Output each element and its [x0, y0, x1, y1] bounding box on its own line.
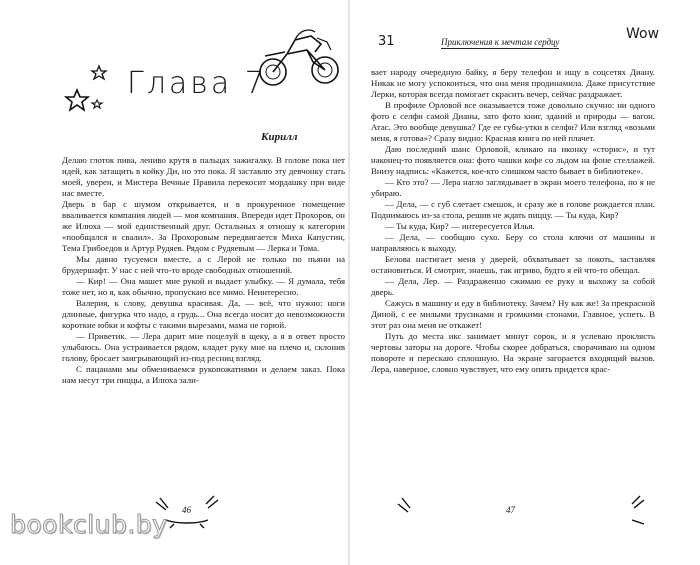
motorcycle-doodle-icon	[255, 22, 345, 92]
paragraph: Даю последний шанс Орловой, кликаю на иконку «сторис», и тут наконец-то появляется она: фото чашки кофе со льдом на фоне стеллажей. Внизу надпись: «Кажется, кое-кто слишком часто бывает в библиотеке».	[371, 144, 655, 176]
paragraph: Делаю глоток пива, лениво крутя в пальцах зажигалку. В голове пока нет идей, как затащить в койку Ди, но это пока. Я заставлю эту девчонку стать моей, уверен, и Мистера Вечные Правила перекосит мордашку при виде нас вместе.	[62, 155, 345, 198]
paragraph: — Кто это? — Лера нагло заглядывает в экран моего телефона, но я не убираю.	[371, 177, 655, 198]
flourish-doodle-icon	[396, 494, 656, 530]
paragraph: Сажусь в машину и еду в библиотеку. Зачем? Ну как же! За прекрасной Диной, с ее милыми трусиками и громкими стонами. Главное, успеть. В этот раз она меня не откажет!	[371, 298, 655, 330]
paragraph: Дверь в бар с шумом открывается, и в прокуренное помещение вваливается компания людей — моя компания. Впереди идет Прохоров, он же Илюха — мой единственный друг. Остальных я отношу к категории «пообщался и свалил». За Прохоровым передвигается Миха Капустин, Тема Грибоедов и Артур Рудяев. Рядом с Рудяевым — Лерка и Тома.	[62, 199, 345, 253]
paragraph: — Кир! — Она машет мне рукой и выдает улыбку. — Я думала, тебя тоже нет, но я, как обычно, пропускаю все мимо. Неинтересно.	[62, 276, 345, 297]
header-doodle-right: Wow	[626, 26, 660, 42]
paragraph: В профиле Орловой все оказывается тоже довольно скучно: ни одного фото с селфи самой Дианы, зато фото книг, зданий и природы — вагон. Атас. Это вообще девушка? Где ее губы-утки в селфи? Или взгляд «возьми меня, я готова»? Сразу видно: Красная книга по ней плачет.	[371, 100, 655, 143]
chapter-title: Глава 7	[127, 66, 267, 101]
paragraph: С пацанами мы обмениваемся рукопожатиями и делаем заказ. Пока нам несут три пиццы, а Илюха зали-	[62, 364, 345, 385]
paragraph: Путь до места икс занимает минут сорок, и я успеваю проклясть чертовы заторы на дороге. Чтобы скорее добраться, сворачиваю на одном повороте и перескаю сплошную. На экране загорается входящий вызов. Лера, наверное, словно чувствует, что ему опять придется крас-	[371, 331, 655, 374]
page-number: 47	[506, 505, 515, 515]
pov-name: Кирилл	[261, 131, 298, 143]
right-body-text	[371, 67, 655, 375]
paragraph: — Дела, — сообщаю сухо. Беру со стола ключи от машины и направляюсь к выходу.	[371, 232, 655, 253]
page-number: 46	[182, 505, 191, 515]
paragraph: Валерия, к слову, девушка красивая. Да, — всё, что нужно: ноги длинные, фигурка что надо, а грудь... Она всегда носит до невозможности короткие юбки и кофты с такими вырезами, мама не горюй.	[62, 298, 345, 330]
running-header: Приключения к мечтам сердцу	[441, 37, 560, 47]
stars-doodle-icon	[63, 60, 113, 115]
paragraph: Мы давно тусуемся вместе, а с Лерой не только по пьяни на брудершафт. У нас с ней что-то вроде свободных отношений.	[62, 254, 345, 275]
paragraph: вает народу очередную байку, я беру телефон и ищу в соцсетях Диану. Никак не могу успокоиться, что она меня продинамила. Даже присутствие Лерки, которая всегда помогает скрасить вечер, сейчас раздражает.	[371, 67, 655, 99]
paragraph: — Ты куда, Кир? — интересуется Илья.	[385, 221, 535, 231]
paragraph: — Приветик. — Лера дарит мне поцелуй в щеку, а я в ответ просто улыбаюсь. Она устраивается рядом, кладет руку мне на плечо и, склонив голову, бросает заигрывающий из-под ресниц взгляд.	[62, 331, 345, 363]
watermark: bookclub.by	[10, 510, 168, 539]
left-body-text	[62, 155, 345, 386]
paragraph: — Дела, — с губ слетает смешок, и сразу же в голове рождается план. Поднимаюсь из-за стола, решив не ждать пиццу. — Ты куда, Кир?	[371, 199, 655, 220]
left-page	[7, 0, 346, 565]
book-gutter	[348, 0, 350, 565]
header-doodle-left: 31	[378, 34, 395, 49]
paragraph: — Дела, Лер. — Раздраженно сжимаю ее руку и выхожу за собой дверь.	[371, 276, 655, 297]
paragraph: Белова настигает меня у дверей, обхватывает за локоть, заставляя остановиться. И смотрит, знаешь, так игриво, будто я ей что-то обещал.	[371, 254, 655, 275]
right-page	[356, 0, 695, 565]
